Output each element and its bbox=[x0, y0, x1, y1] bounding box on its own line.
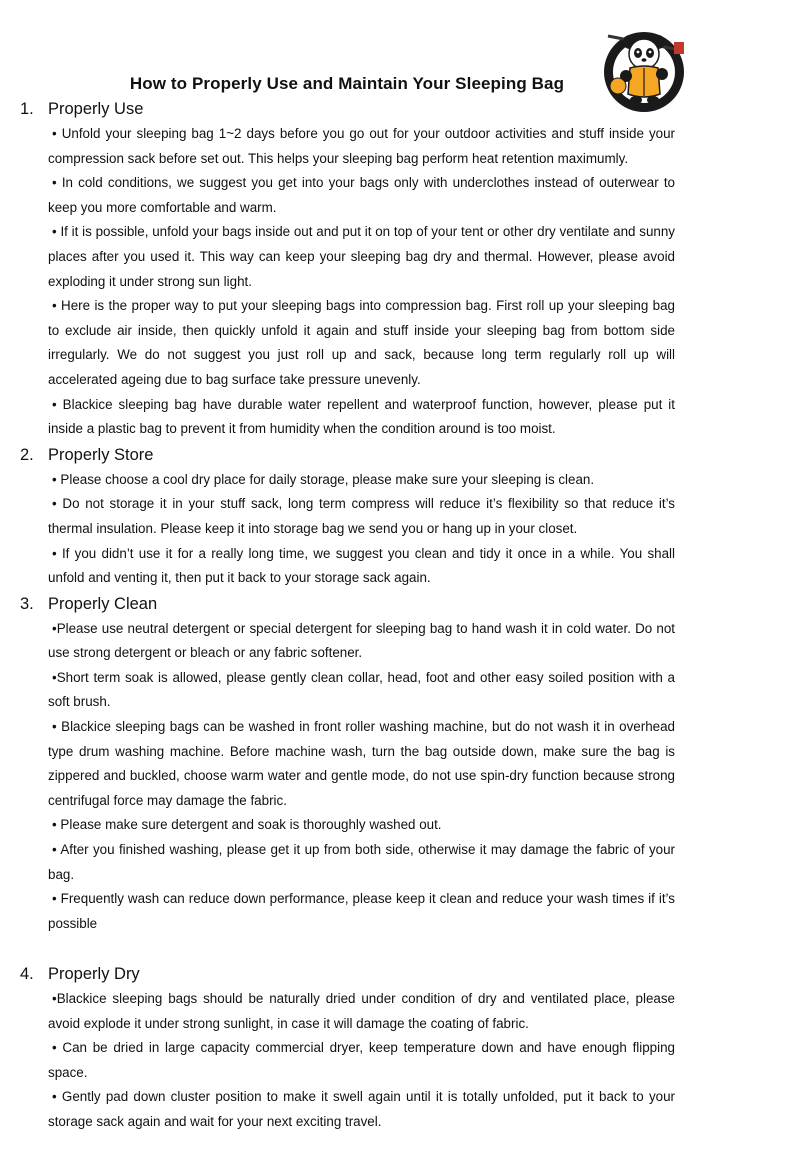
section-number: 2. bbox=[20, 445, 34, 464]
bullet-paragraph: • After you finished washing, please get it up from both side, otherwise it may damage the fabric of your bag. bbox=[48, 842, 675, 882]
bullet-paragraph: • Gently pad down cluster position to make it swell again until it is totally unfolded, put it back to your storage sack again and wait for your next exciting travel. bbox=[48, 1089, 675, 1129]
bullet-paragraph: • Can be dried in large capacity commercial dryer, keep temperature down and have enough flipping space. bbox=[48, 1040, 675, 1080]
section-title: Properly Clean bbox=[48, 594, 158, 613]
bullet-paragraph: • Please choose a cool dry place for daily storage, please make sure your sleeping is clean. bbox=[52, 471, 595, 487]
bullet-paragraph: • Here is the proper way to put your sleeping bags into compression bag. First roll up your sleeping bag to exclude air inside, then quickly unfold it again and stuff inside your sleeping bag from bottom side irregularly. We do not suggest you just roll up and sack, because long term regularly roll up will accelerated ageing due to bag surface take pressure unevenly. bbox=[48, 298, 675, 387]
section-heading bbox=[20, 591, 675, 617]
bullet-paragraph: • If it is possible, unfold your bags inside out and put it on top of your tent or other dry ventilate and sunny places after you used it. This way can keep your sleeping bag dry and thermal. However, please avoid exploding it under strong sun light. bbox=[48, 224, 675, 289]
bullet-paragraph: • In cold conditions, we suggest you get into your bags only with underclothes instead of outerwear to keep you more comfortable and warm. bbox=[48, 175, 675, 215]
bullet-paragraph: •Please use neutral detergent or special detergent for sleeping bag to hand wash it in cold water. Do not use strong detergent or bleach or any fabric softener. bbox=[48, 620, 675, 661]
section-properly-use bbox=[20, 96, 675, 442]
bullet-paragraph: •Short term soak is allowed, please gently clean collar, head, foot and other easy soiled position with a soft brush. bbox=[48, 669, 675, 710]
section-heading bbox=[20, 961, 675, 987]
bullet-paragraph: • Blackice sleeping bags can be washed in front roller washing machine, but do not wash it in overhead type drum washing machine. Before machine wash, turn the bag outside down, make sure the bag is zippered and buckled, choose warm water and gentle mode, do not use spin-dry function because strong centrifugal force may damage the fabric. bbox=[48, 719, 675, 808]
section-title: Properly Use bbox=[48, 100, 144, 118]
section-heading bbox=[20, 442, 675, 468]
page-title: How to Properly Use and Maintain Your Sleeping Bag bbox=[129, 74, 565, 93]
section-number: 1. bbox=[20, 100, 34, 118]
bullet-paragraph: • Frequently wash can reduce down performance, please keep it clean and reduce your wash times if it’s possible bbox=[48, 891, 675, 931]
section-title: Properly Dry bbox=[48, 965, 140, 983]
section-number: 4. bbox=[20, 965, 34, 983]
document-body bbox=[20, 96, 675, 1135]
bullet-paragraph: • Blackice sleeping bag have durable water repellent and waterproof function, however, please put it inside a plastic bag to prevent it from humidity when the condition around is too moist. bbox=[48, 396, 675, 437]
bullet-paragraph: • Do not storage it in your stuff sack, long term compress will reduce it’s flexibility so that reduce it’s thermal insulation. Please keep it into storage bag we send you or hang up in your closet. bbox=[48, 496, 675, 536]
section-heading bbox=[20, 96, 675, 122]
blank-line bbox=[20, 936, 675, 961]
section-properly-store bbox=[20, 442, 675, 591]
bullet-paragraph: • If you didn’t use it for a really long time, we suggest you clean and tidy it once in a while. You shall unfold and venting it, then put it back to your storage sack again. bbox=[48, 545, 675, 586]
bullet-paragraph: • Please make sure detergent and soak is thoroughly washed out. bbox=[52, 817, 442, 833]
section-title: Properly Store bbox=[48, 445, 154, 464]
section-properly-clean bbox=[20, 591, 675, 961]
bullet-paragraph: • Unfold your sleeping bag 1~2 days before you go out for your outdoor activities and stuff inside your compression sack before set out. This helps your sleeping bag perform heat retention maximumly. bbox=[48, 126, 675, 166]
bullet-paragraph: •Blackice sleeping bags should be naturally dried under condition of dry and ventilated place, please avoid explode it under strong sunlight, in case it will damage the coating of fabric. bbox=[48, 991, 675, 1031]
section-number: 3. bbox=[20, 594, 34, 613]
section-properly-dry bbox=[20, 961, 675, 1135]
